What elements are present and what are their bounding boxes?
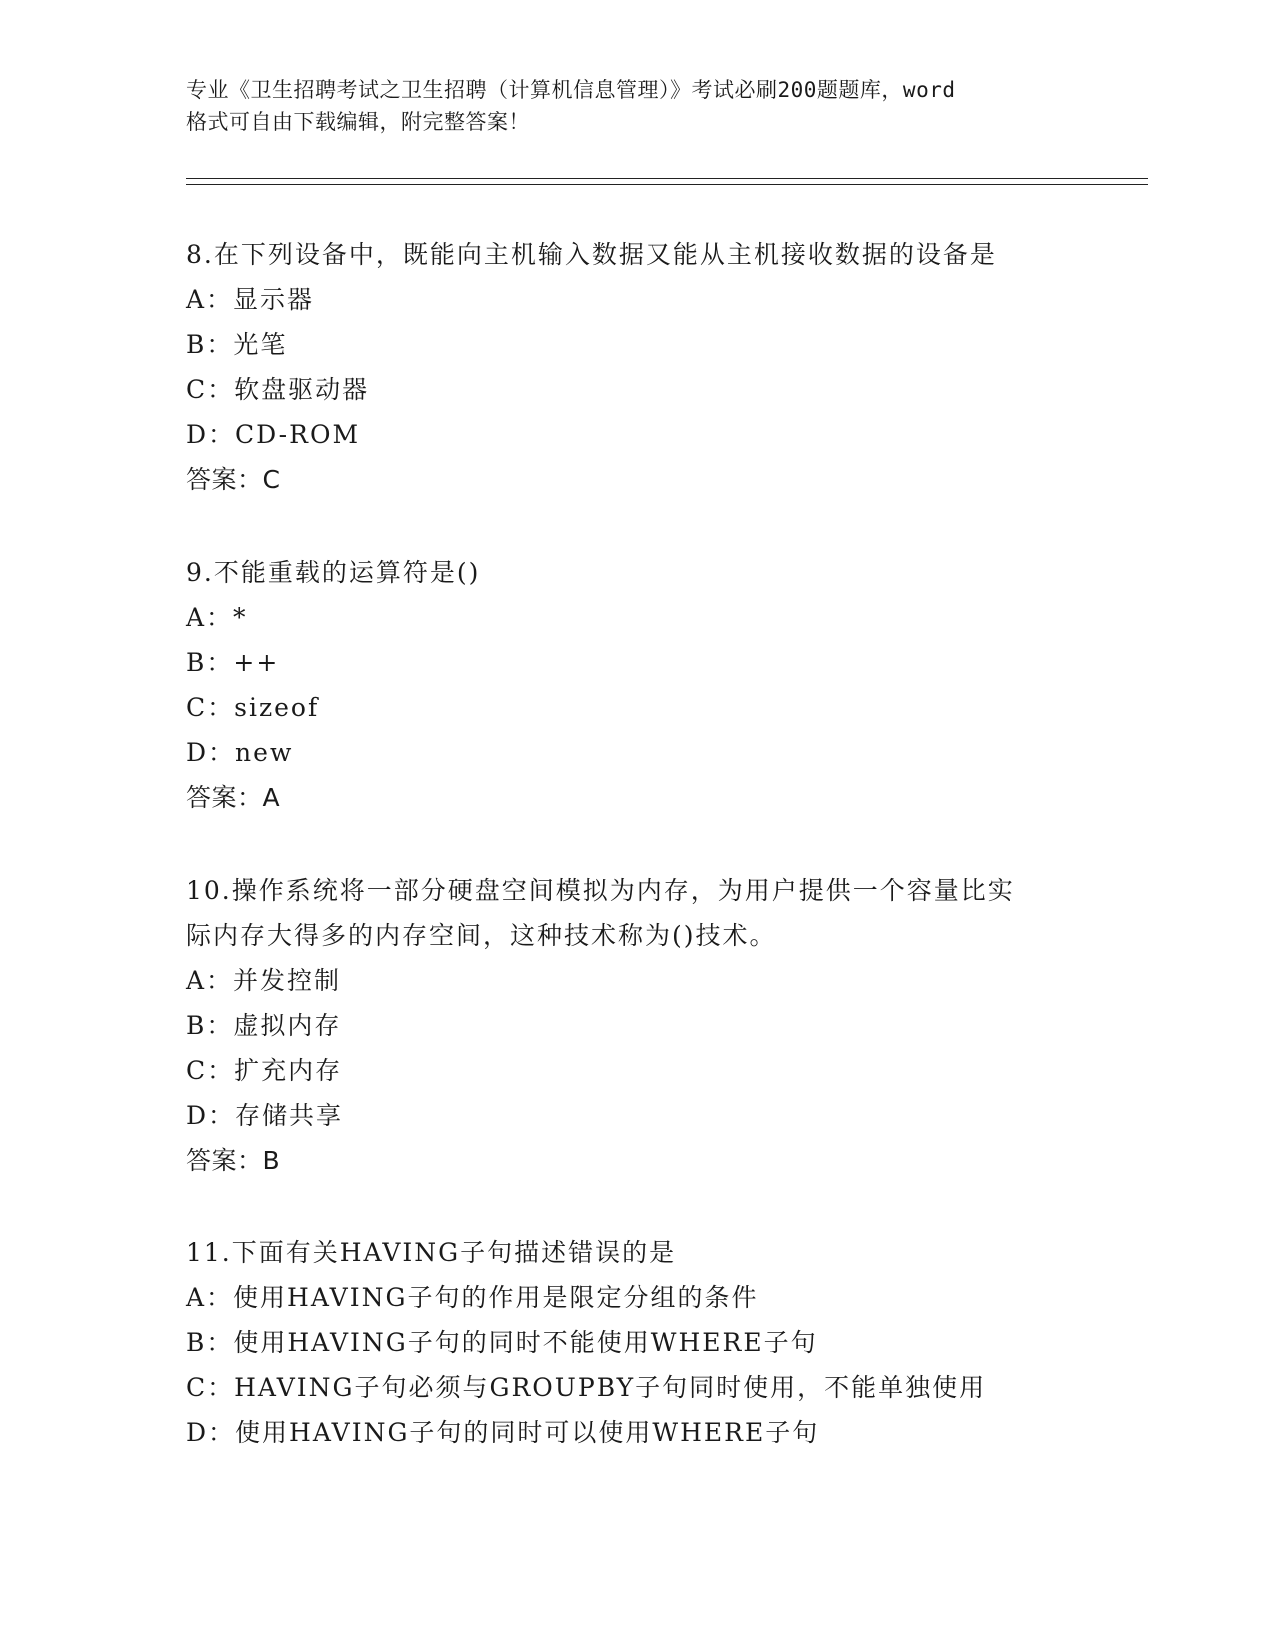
question-stem: 8.在下列设备中，既能向主机输入数据又能从主机接收数据的设备是 <box>186 240 997 269</box>
option-b: B：虚拟内存 <box>186 1011 342 1040</box>
option-a: A：显示器 <box>186 285 315 314</box>
question-9 <box>186 550 1086 820</box>
option-a: A：并发控制 <box>186 966 342 995</box>
question-8 <box>186 232 1086 502</box>
header-line-1: 专业《卫生招聘考试之卫生招聘（计算机信息管理）》考试必刷200题题库，word <box>186 78 956 102</box>
option-d: D：CD-ROM <box>186 420 361 449</box>
answer-line: 答案：A <box>186 783 281 812</box>
option-c: C：扩充内存 <box>186 1056 343 1085</box>
option-c: C：软盘驱动器 <box>186 375 370 404</box>
option-d: D：使用HAVING子句的同时可以使用WHERE子句 <box>186 1418 820 1447</box>
question-stem: 9.不能重载的运算符是() <box>186 558 481 587</box>
document-header <box>186 74 1086 138</box>
question-stem: 11.下面有关HAVING子句描述错误的是 <box>186 1238 677 1267</box>
answer-line: 答案：B <box>186 1146 281 1175</box>
question-stem-line-2: 际内存大得多的内存空间，这种技术称为()技术。 <box>186 921 777 950</box>
option-b: B：使用HAVING子句的同时不能使用WHERE子句 <box>186 1328 818 1357</box>
header-divider-bottom <box>186 184 1148 185</box>
option-d: D：存储共享 <box>186 1101 344 1130</box>
header-divider-top <box>186 178 1148 179</box>
header-line-2: 格式可自由下载编辑，附完整答案！ <box>186 110 530 134</box>
option-d: D：new <box>186 738 294 767</box>
question-10 <box>186 868 1086 1183</box>
option-c: C：sizeof <box>186 693 320 722</box>
option-b: B：光笔 <box>186 330 288 359</box>
option-c: C：HAVING子句必须与GROUPBY子句同时使用，不能单独使用 <box>186 1373 987 1402</box>
question-stem-line-1: 10.操作系统将一部分硬盘空间模拟为内存，为用户提供一个容量比实 <box>186 876 1015 905</box>
option-b: B：++ <box>186 648 280 677</box>
answer-line: 答案：C <box>186 465 281 494</box>
question-11 <box>186 1230 1086 1455</box>
option-a: A：使用HAVING子句的作用是限定分组的条件 <box>186 1283 759 1312</box>
option-a: A：* <box>186 603 248 632</box>
